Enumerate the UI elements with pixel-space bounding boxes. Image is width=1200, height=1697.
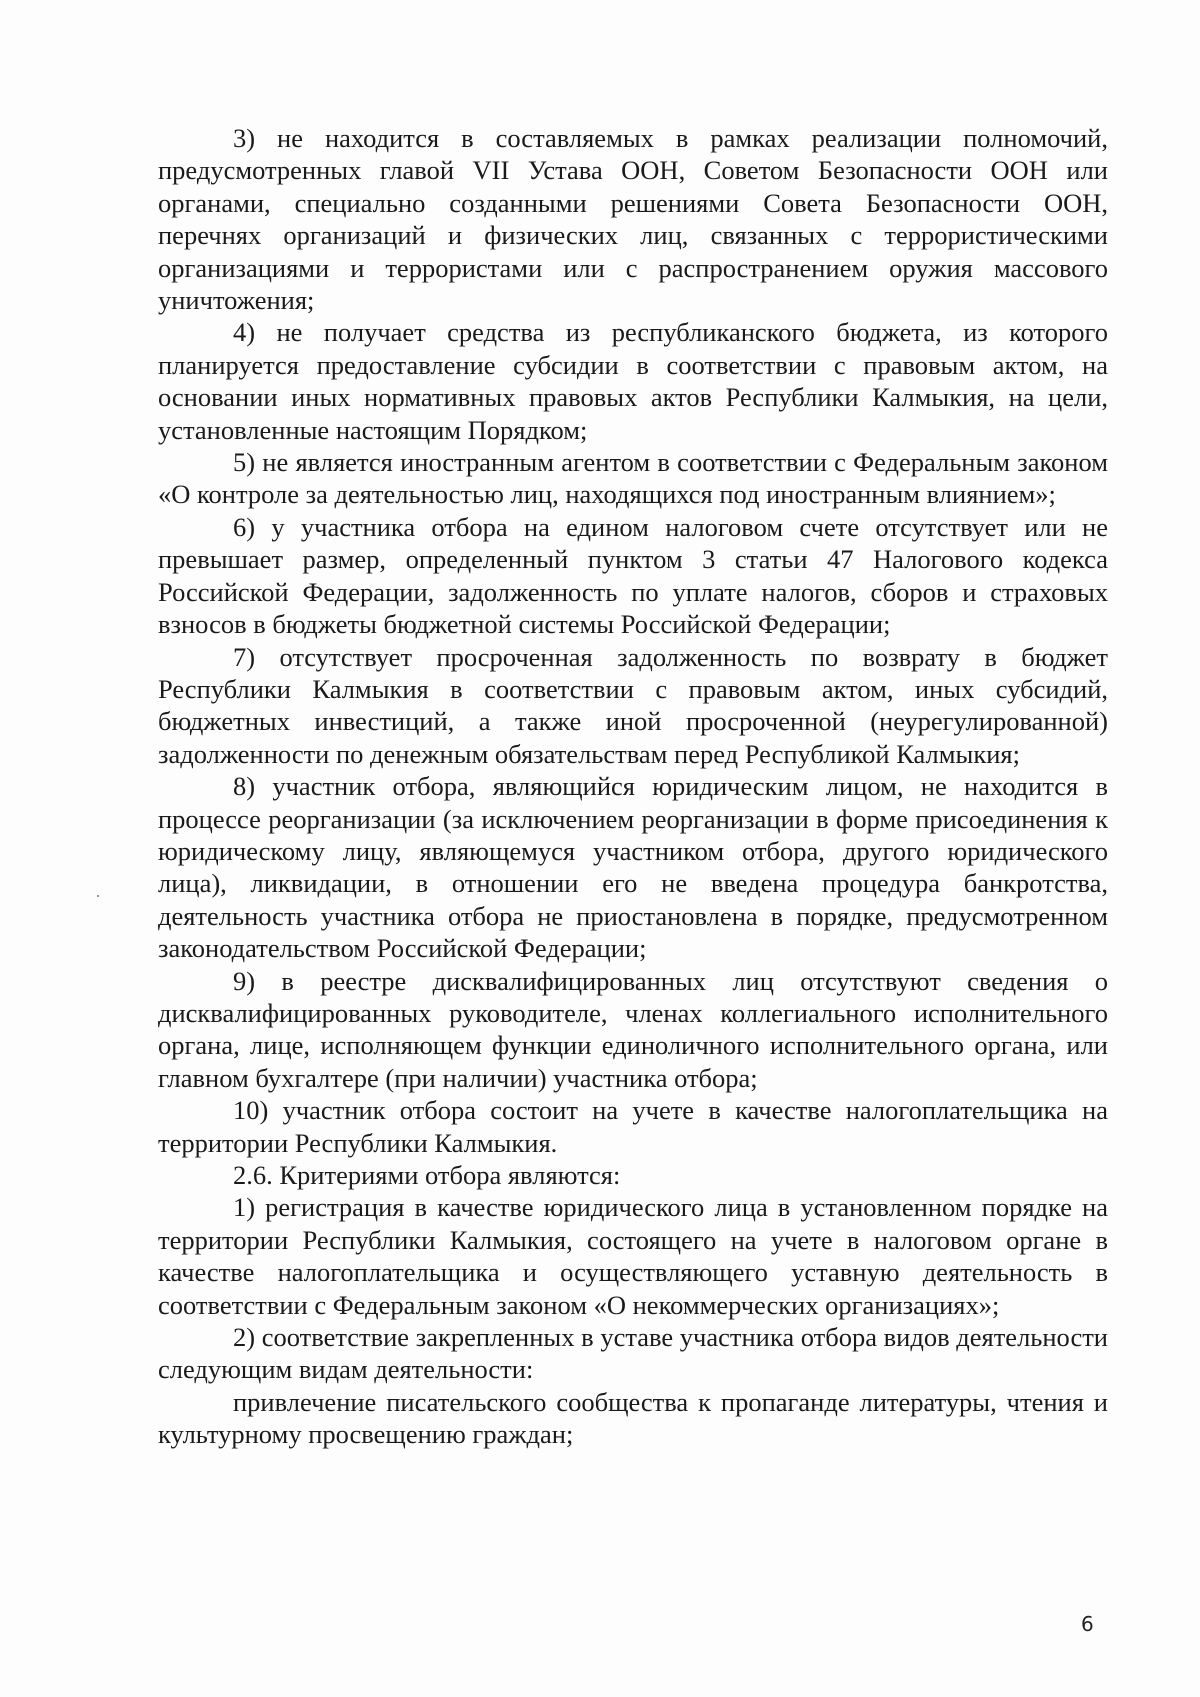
page-number: 6 [1081,1612,1094,1636]
paragraph-item-10: 10) участник отбора состоит на учете в качестве налогоплательщика на территории Республики Калмыкия. [158,1095,1108,1158]
section-2-6-heading: 2.6. Критериями отбора являются: [233,1160,621,1190]
criteria-item-2: 2) соответствие закрепленных в уставе участника отбора видов деятельности следующим видам деятельности: [158,1322,1108,1385]
paragraph-item-9: 9) в реестре дисквалифицированных лиц отсутствуют сведения о дисквалифицированных руководителе, членах коллегиального исполнительного органа, лице, исполняющем функции единоличного исполнительного органа, или главном бухгалтере (при наличии) участника отбора; [158,965,1108,1093]
activity-item: привлечение писательского сообщества к пропаганде литературы, чтения и культурному просвещению граждан; [158,1386,1108,1450]
paragraph-item-4: 4) не получает средства из республиканского бюджета, из которого планируется предоставление субсидии в соответствии с правовым актом, на основании иных нормативных правовых актов Республики Калмыкия, на цели, установленные настоящим Порядком; [158,317,1108,445]
paragraph-item-8: 8) участник отбора, являющийся юридическим лицом, не находится в процессе реорганизации (за исключением реорганизации в форме присоединения к юридическому лицу, являющемуся участником отбора, другого юридического лица), ликвидации, в отношении его не введена процедура банкротства, деятельность участника отбора не приостановлена в порядке, предусмотренном законодательством Российской Федерации; [158,771,1108,964]
scan-speck [97,895,99,897]
paragraph-item-5: 5) не является иностранным агентом в соответствии с Федеральным законом «О контроле за деятельностью лиц, находящихся под иностранным влиянием»; [158,447,1108,510]
paragraph-item-7: 7) отсутствует просроченная задолженность по возврату в бюджет Республики Калмыкия в соответствии с правовым актом, иных субсидий, бюджетных инвестиций, а также иной просроченной (неурегулированной) задолженности по денежным обязательствам перед Республикой Калмыкия; [158,641,1108,769]
document-body [158,122,1108,1451]
paragraph-item-6: 6) у участника отбора на едином налоговом счете отсутствует или не превышает размер, определенный пунктом 3 статьи 47 Налогового кодекса Российской Федерации, задолженность по уплате налогов, сборов и страховых взносов в бюджеты бюджетной системы Российской Федерации; [158,511,1108,640]
paragraph-item-3: 3) не находится в составляемых в рамках реализации полномочий, предусмотренных главой VII Устава ООН, Советом Безопасности ООН или органами, специально созданными решениями Совета Безопасности ООН, перечнях организаций и физических лиц, связанных с террористическими организациями и террористами или с распространением оружия массового уничтожения; [158,123,1108,316]
criteria-item-1: 1) регистрация в качестве юридического лица в установленном порядке на территории Республики Калмыкия, состоящего на учете в налоговом органе в качестве налогоплательщика и осуществляющего уставную деятельность в соответствии с Федеральным законом «О некоммерческих организациях»; [158,1192,1108,1320]
